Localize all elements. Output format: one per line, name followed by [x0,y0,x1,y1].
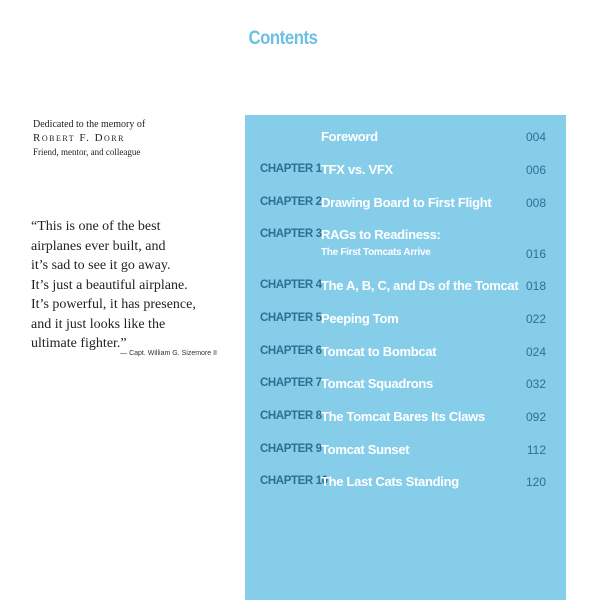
quote-line: “This is one of the best [31,219,161,234]
toc-page-number: 022 [525,312,546,326]
contents-panel [245,115,566,600]
toc-title: TFX vs. VFX [321,162,393,177]
quote-line: ultimate fighter.” [31,336,127,351]
quote-line: and it just looks like the [31,316,166,332]
dedication-intro: Dedicated to the memory of [33,119,146,130]
toc-page-number: 112 [526,443,546,457]
dedication-tagline: Friend, mentor, and colleague [33,147,141,157]
toc-entry[interactable] [245,279,566,299]
toc-entry[interactable] [245,228,566,268]
toc-title: Tomcat Sunset [321,442,410,457]
quote-line: It’s powerful, it has presence, [31,297,196,312]
toc-chapter-label: CHAPTER 7 [260,377,322,389]
dedication-block [33,118,145,158]
toc-page-number: 006 [525,163,546,177]
quote-line: it’s sad to see it go away. [31,258,171,273]
toc-title: Tomcat to Bombcat [321,344,437,359]
toc-chapter-label: CHAPTER 10 [260,475,328,487]
toc-title: Tomcat Squadrons [321,376,433,391]
toc-title: Drawing Board to First Flight [321,195,492,210]
toc-page-number: 018 [525,279,546,293]
toc-page-number: 120 [525,475,546,489]
toc-subtitle: The First Tomcats Arrive [321,247,431,258]
toc-page-number: 092 [525,410,546,424]
toc-entry[interactable] [245,163,566,183]
toc-page-number: 032 [525,377,546,391]
toc-chapter-label: CHAPTER 6 [260,345,322,357]
toc-page-number: 004 [525,130,546,144]
toc-entry[interactable] [245,475,566,495]
toc-page-number: 016 [525,247,546,261]
quote-line: It’s just a beautiful airplane. [31,277,188,293]
toc-title: The A, B, C, and Ds of the Tomcat [321,278,519,293]
toc-title: The Tomcat Bares Its Claws [321,409,485,424]
toc-chapter-label: CHAPTER 2 [260,196,322,208]
toc-chapter-label: CHAPTER 8 [260,410,322,422]
quote-attribution: — Capt. William G. Sizemore II [120,350,217,357]
toc-title: RAGs to Readiness: [321,227,441,242]
toc-page-number: 024 [525,345,546,359]
toc-entry[interactable] [245,345,566,365]
quote-line: airplanes ever built, and [31,238,166,254]
page-title: Contents [248,28,318,49]
toc-entry[interactable] [245,410,566,430]
toc-title: The Last Cats Standing [321,474,459,489]
toc-chapter-label: CHAPTER 1 [260,163,322,175]
toc-chapter-label: CHAPTER 4 [260,279,322,291]
toc-title: Peeping Tom [321,311,399,326]
toc-entry[interactable] [245,443,566,463]
toc-chapter-label: CHAPTER 9 [260,443,322,455]
toc-entry[interactable] [245,312,566,332]
toc-page-number: 008 [525,196,546,210]
toc-entry[interactable] [245,196,566,216]
toc-chapter-label: CHAPTER 5 [260,312,322,324]
toc-entry[interactable] [245,130,566,150]
epigraph-quote [31,217,231,354]
toc-title: Foreword [321,129,378,144]
dedication-name: Robert F. Dorr [33,132,125,144]
toc-chapter-label: CHAPTER 3 [260,228,322,240]
toc-entry[interactable] [245,377,566,397]
